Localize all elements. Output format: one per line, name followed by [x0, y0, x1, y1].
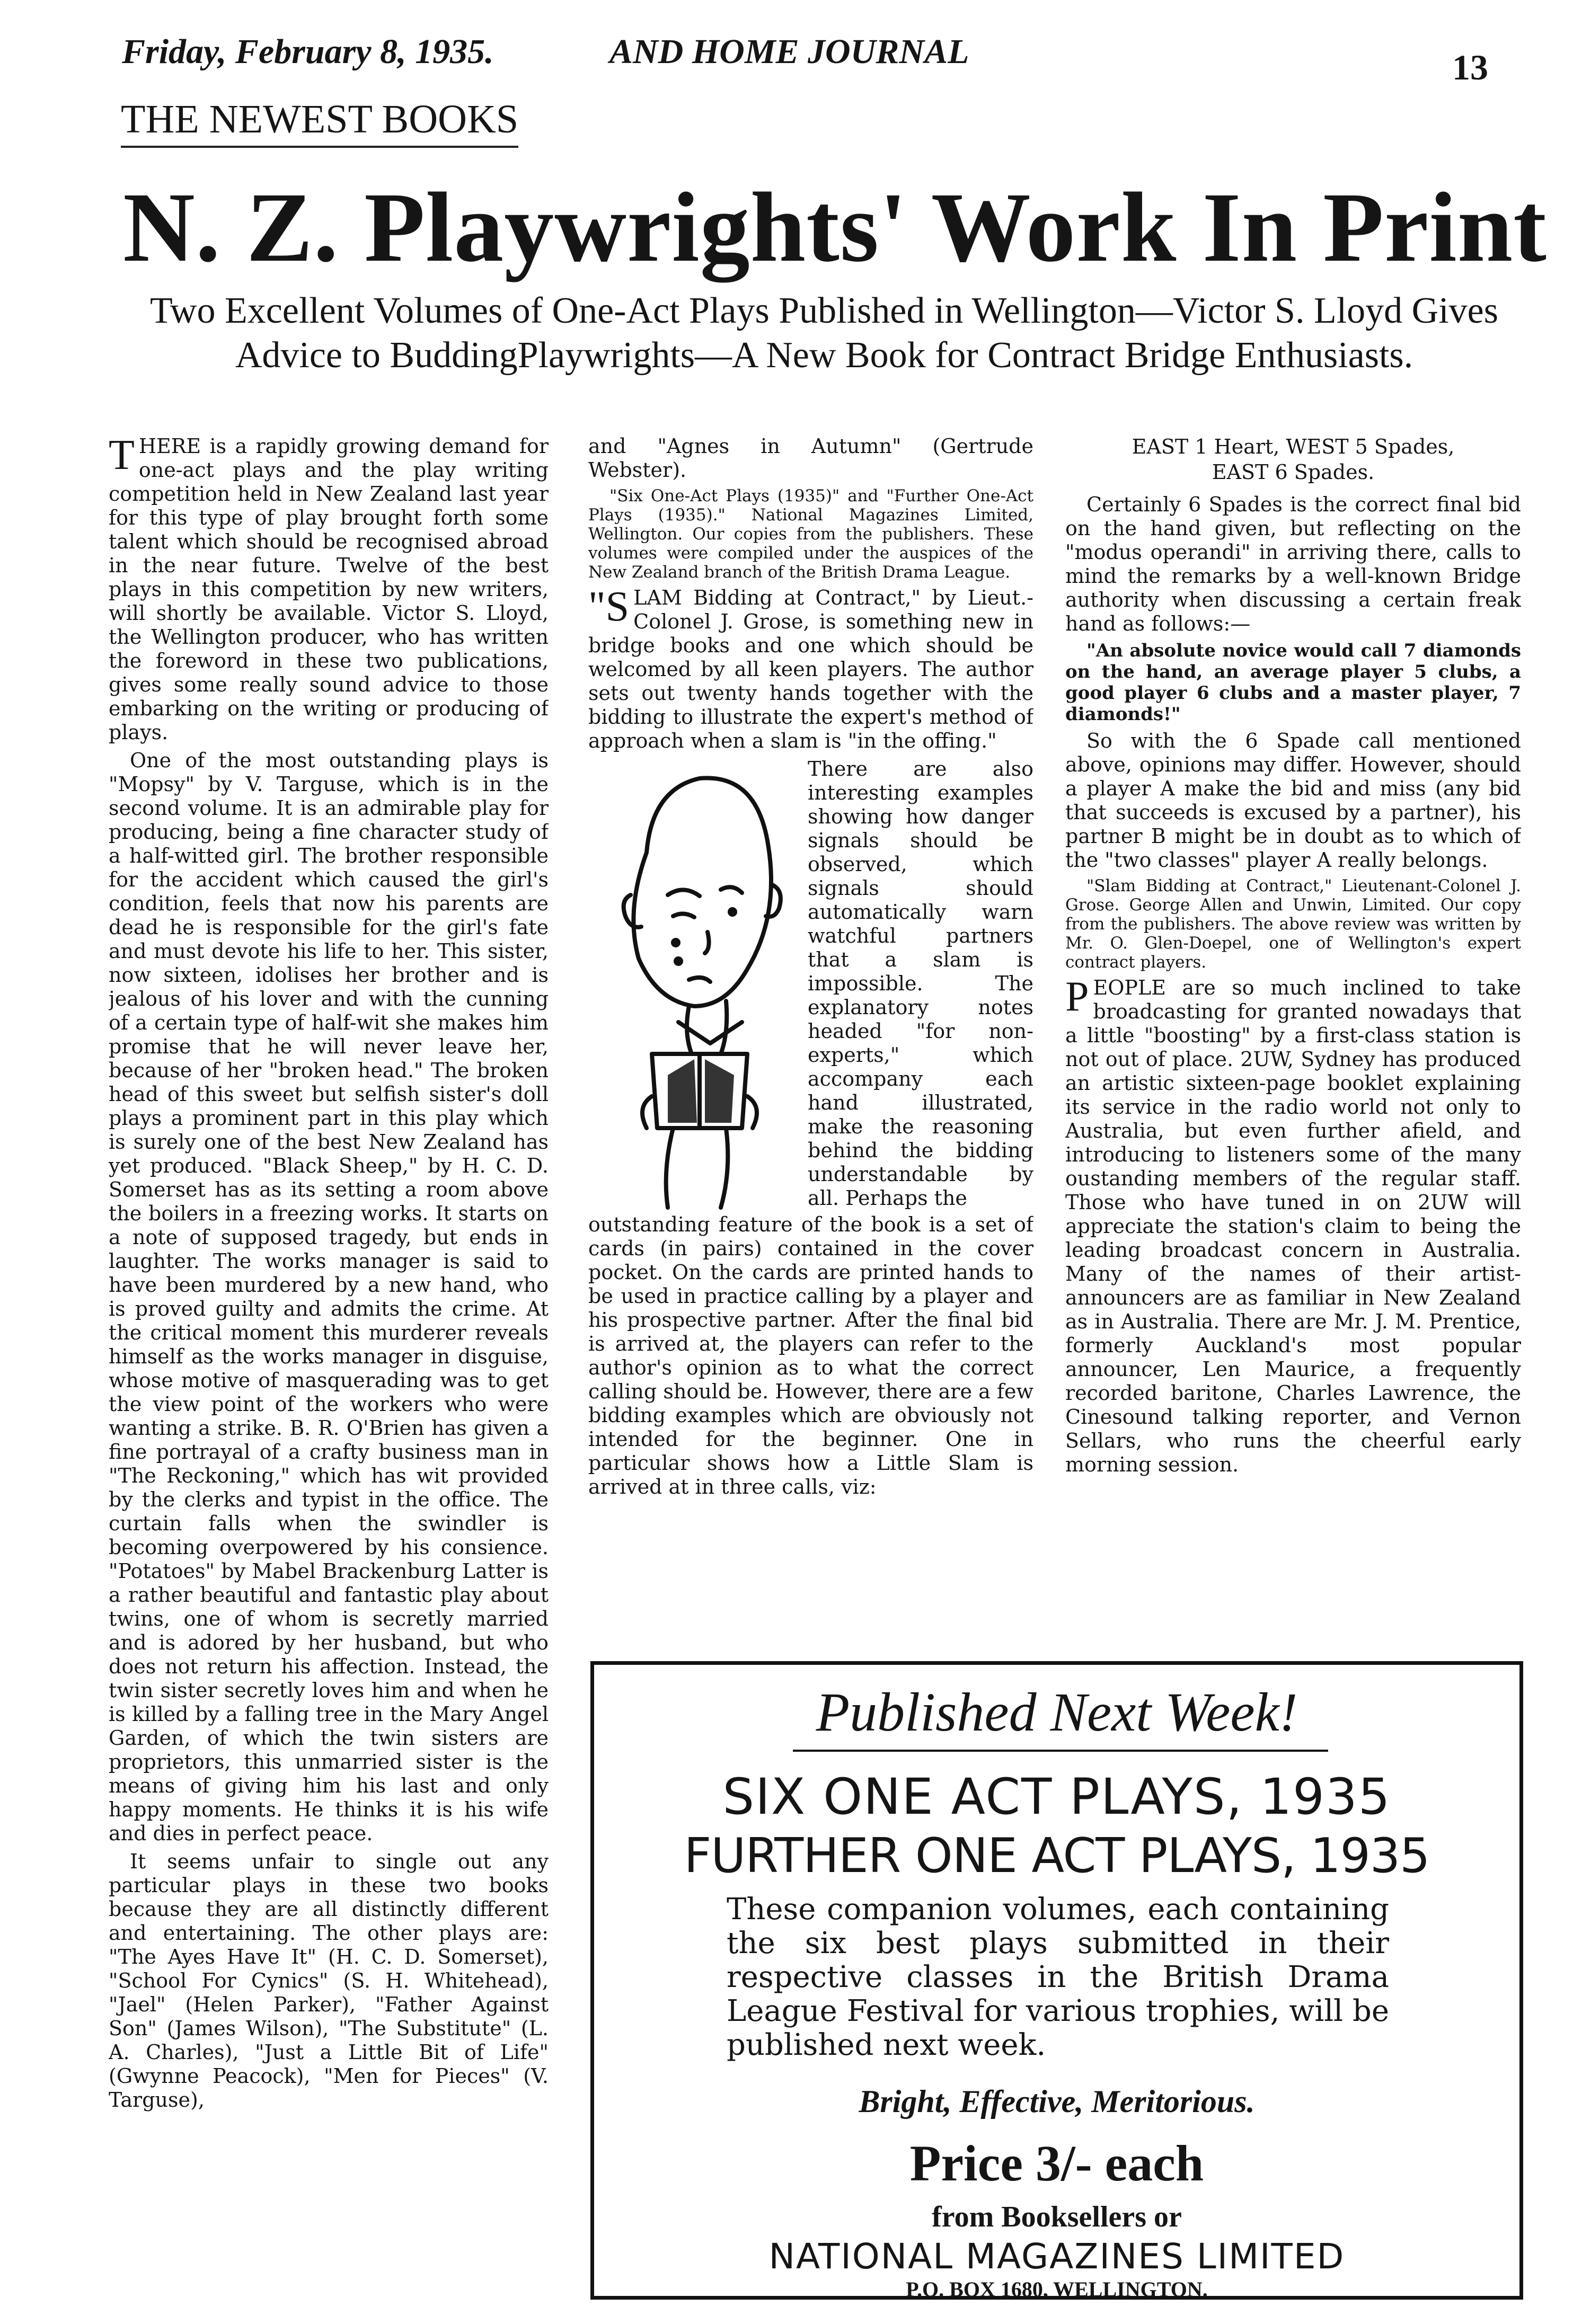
col2-wrapped-text: There are also interesting examples showing how danger signals should be observed, which signals should automatically warn watchful partners that a slam is impossible. The explanatory notes headed "for non-experts," which accompany each hand illustrated, make the reasoning behind the bidding understandable by all. Perhaps the	[808, 757, 1033, 1210]
column-2	[588, 434, 1033, 1648]
col1-paragraph-3: It seems unfair to single out any particular plays in these two books because they are all distinctly different and entertaining. The other plays are: "The Ayes Have It" (H. C. D. Somerset), "School For Cynics" (S. H. Whitehead), "Jael" (Helen Parker), "Father Against Son" (James Wilson), "The Substitute" (L. A. Charles), "Just a Little Bit of Life" (Gwynne Peacock), "Men for Pieces" (V. Targuse),	[109, 1850, 549, 2112]
page-number: 13	[1452, 47, 1488, 87]
col2-book-note: "Six One-Act Plays (1935)" and "Further One-Act Plays (1935)." National Magazines Limited, Wellington. Our copies from the publishers. These volumes were compiled under the auspices of the New Zealand branch of the British Drama League.	[588, 486, 1033, 582]
column-3	[1065, 434, 1521, 1648]
ad-tagline: Bright, Effective, Meritorious.	[859, 2084, 1255, 2119]
ad-body: These companion volumes, each containing the six best plays submitted in their respective classes in the British Drama League Festival for various trophies, will be published next week.	[727, 1892, 1389, 2062]
dropcap: T	[109, 434, 135, 478]
col3-quote: "An absolute novice would call 7 diamonds on the hand, an average player 5 clubs, a good player 6 clubs and a master player, 7 diamonds!"	[1065, 640, 1521, 725]
col3-paragraph-3: PEOPLE are so much inclined to take broadcasting for granted nowadays that a little "boosting" by a first-class station is not out of place. 2UW, Sydney has produced an artistic sixteen-page booklet explaining its service in the radio world not only to Australia, but even further afield, and introducing to listeners some of the many oustanding members of the regular staff. Those who have tuned in on 2UW will appreciate the station's claim to being the leading broadcast concern in Australia. Many of the names of their artist-announcers are as familiar in New Zealand as in Australia. There are Mr. J. M. Prentice, formerly Auckland's most popular announcer, Len Maurice, a frequently recorded baritone, Charles Lawrence, the Cinesound talking reporter, and Vernon Sellars, who runs the cheerful early morning session.	[1065, 973, 1521, 1476]
cartoon-man-reading-icon	[588, 757, 800, 1213]
ad-title-2: FURTHER ONE ACT PLAYS, 1935	[684, 1828, 1430, 1884]
advertisement-box	[590, 1661, 1523, 2300]
col3-paragraph-2: So with the 6 Spade call mentioned above, opinions may differ. However, should a player A make the bid and miss (any bid that succeeds is excused by a partner), his partner B might be in doubt as to which of the "two classes" player A really belongs.	[1065, 729, 1521, 872]
col1-paragraph-2: One of the most outstanding plays is "Mopsy" by V. Targuse, which is in the second volume. It is an admirable play for producing, being a fine character study of a half-witted girl. The brother responsible for the accident which caused the girl's condition, feels that now his parents are dead he is responsible for the girl's fate and must devote his life to her. This sister, now sixteen, idolises her brother and is jealous of his lover and with the cunning of a certain type of half-wit she makes him promise that he will never leave her, because of her "broken head." The broken head of this sweet but selfish sister's doll plays a prominent part in this play which is surely one of the best New Zealand has yet produced. "Black Sheep," by H. C. D. Somerset has as its setting a room above the boilers in a freezing works. It starts on a note of supposed tragedy, but ends in laughter. The works manager is said to have been murdered by a new hand, who is proved guilty and admits the crime. At the critical moment this murderer reveals himself as the works manager in disguise, whose motive of masquerading was to get the view point of the workers who were wanting a strike. B. R. O'Brien has given a fine portrayal of a crafty business man in "The Reckoning," which has wit provided by the clerks and typist in the office. The curtain falls when the swindler is becoming overpowered by his consience. "Potatoes" by Mabel Brackenburg Latter is a rather beautiful and fantastic play about twins, one of whom is secretly married and is adored by her husband, but who does not return his affection. Instead, the twin sister secretly loves him and when he is killed by a falling tree in the Mary Angel Garden, of which the twin sisters are proprietors, this unmarried sister is the means of giving him his last and only happy moments. He thinks it is his wife and dies in perfect peace.	[109, 749, 549, 1845]
col2-paragraph-0: and "Agnes in Autumn" (Gertrude Webster).	[588, 434, 1033, 482]
deck: Two Excellent Volumes of One-Act Plays Published in Wellington—Victor S. Lloyd Gives Advice to BuddingPlaywrights—A New Book for Contract Bridge Enthusiasts.	[150, 290, 1498, 376]
running-head-title: AND HOME JOURNAL	[609, 32, 969, 71]
ad-publisher: NATIONAL MAGAZINES LIMITED	[768, 2236, 1345, 2277]
section-kicker: THE NEWEST BOOKS	[121, 96, 518, 148]
bid-line-1: EAST 1 Heart, WEST 5 Spades,	[1132, 435, 1455, 458]
ad-price: Price 3/- each	[909, 2135, 1204, 2192]
ad-from: from Booksellers or	[932, 2201, 1182, 2233]
illustration-wrap	[588, 757, 1033, 1213]
dropcap: P	[1065, 973, 1089, 1020]
col1-paragraph-1: THERE is a rapidly growing demand for one-act plays and the play writing competition held in New Zealand last year for this type of play brought forth some talent which should be recognised abroad in the near future. Twelve of the best plays in this competition by new writers, will shortly be available. Victor S. Lloyd, the Wellington producer, who has written the foreword in these two publications, gives some really sound advice to those embarking on the writing or producing of plays.	[109, 434, 549, 744]
col2-paragraph-rest: outstanding feature of the book is a set of cards (in pairs) contained in the cover pocket. On the cards are printed hands to be used in practice calling by a player and his prospective partner. After the final bid is arrived at, the players can refer to the author's opinion as to what the correct calling should be. However, there are a few bidding examples which are obviously not intended for the beginner. One in particular shows how a Little Slam is arrived at in three calls, viz:	[588, 1213, 1033, 1498]
col3-paragraph-1: Certainly 6 Spades is the correct final bid on the hand given, but reflecting on the "modus operandi" in arriving there, calls to mind the remarks by a well-known Bridge authority when discussing a certain freak hand as follows:—	[1065, 493, 1521, 635]
headline: N. Z. Playwrights' Work In Print	[123, 172, 1547, 282]
cartoon-illustration	[588, 757, 800, 1213]
ad-published-next-week: Published Next Week!	[816, 1682, 1298, 1743]
running-head-date: Friday, February 8, 1935.	[122, 32, 494, 71]
col2-paragraph-1: "SLAM Bidding at Contract," by Lieut.-Colonel J. Grose, is something new in bridge books and one which should be welcomed by all keen players. The author sets out twenty hands together with the bidding to illustrate the expert's method of approach when a slam is "in the offing."	[588, 583, 1033, 752]
ad-address: P.O. BOX 1680, WELLINGTON.	[906, 2277, 1208, 2301]
col3-book-note: "Slam Bidding at Contract," Lieutenant-Colonel J. Grose. George Allen and Unwin, Limited. Our copy from the publishers. The above review was written by Mr. O. Glen-Doepel, one of Wellington's expert contract players.	[1065, 876, 1521, 972]
bid-line-2: EAST 6 Spades.	[1212, 460, 1375, 484]
ad-title-1: SIX ONE ACT PLAYS, 1935	[722, 1768, 1391, 1826]
ad-divider	[793, 1750, 1328, 1752]
dropcap: "S	[588, 583, 630, 630]
column-1	[109, 434, 549, 2278]
